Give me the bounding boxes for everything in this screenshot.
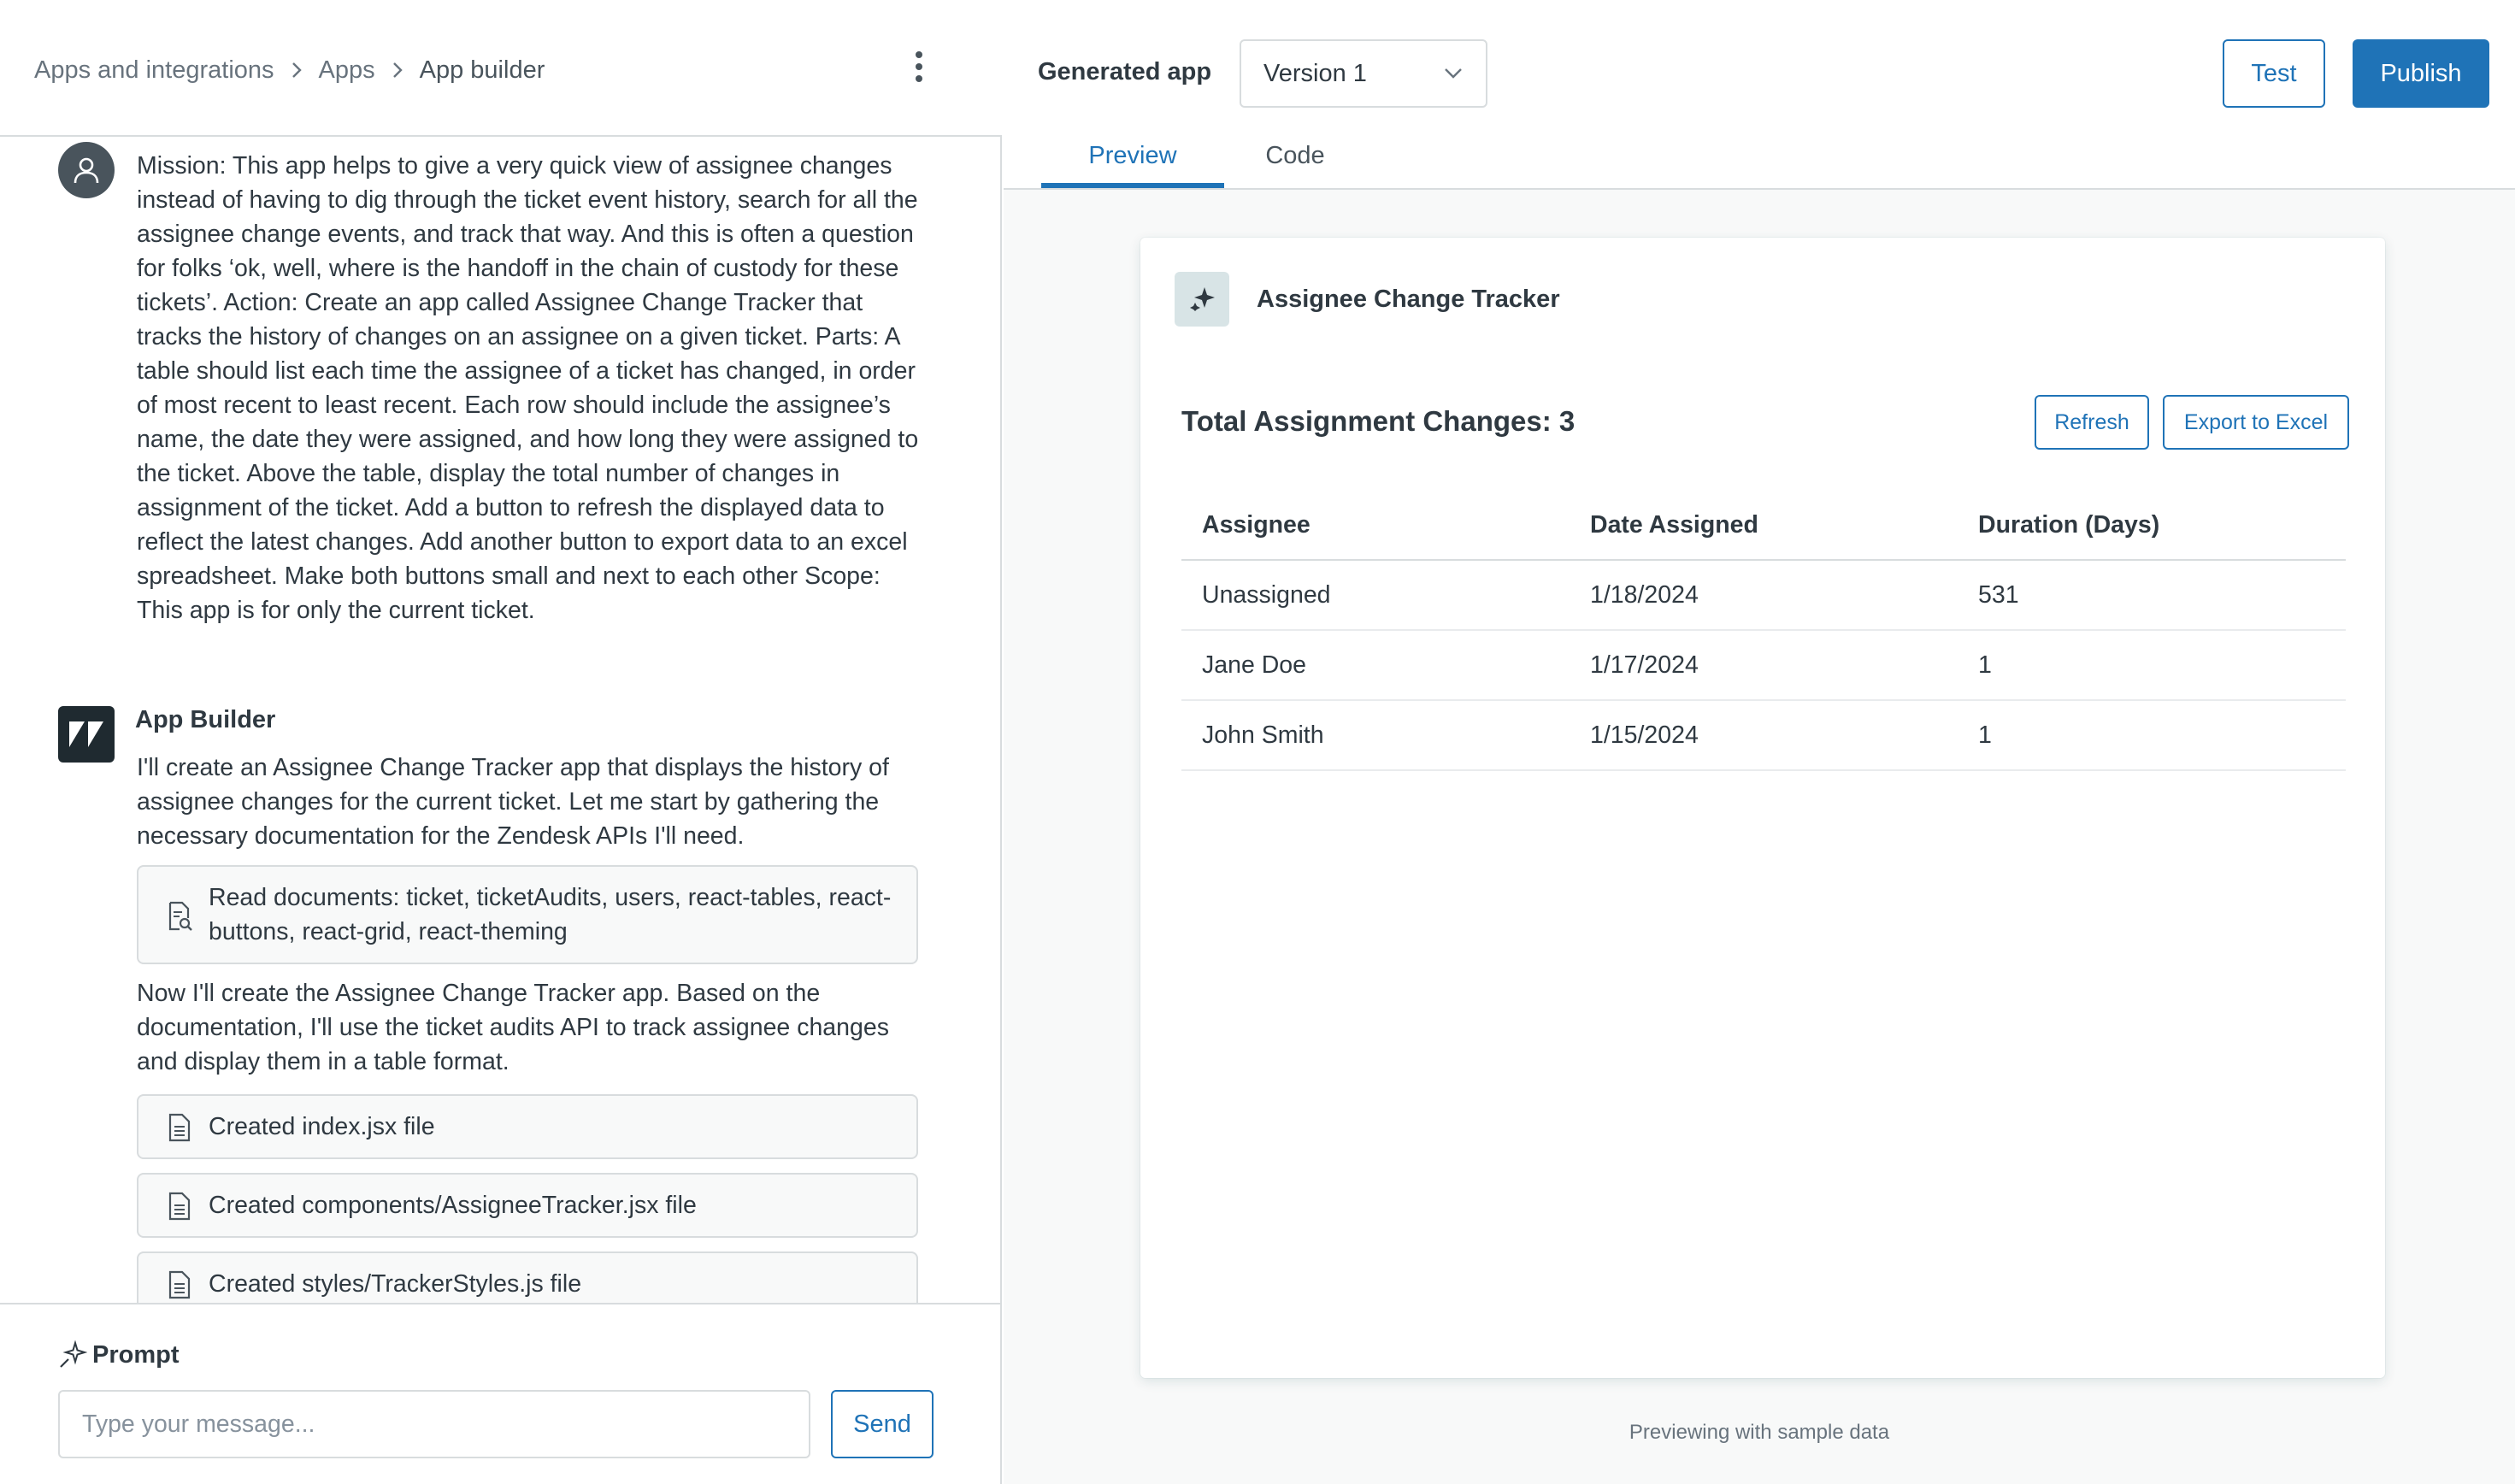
file-card-text: Created components/AssigneeTracker.jsx file [209, 1192, 697, 1219]
breadcrumb-apps[interactable]: Apps [318, 56, 375, 84]
refresh-button[interactable]: Refresh [2035, 395, 2149, 450]
publish-button[interactable]: Publish [2353, 39, 2489, 108]
cell-duration: 1 [1978, 721, 1992, 749]
cell-assignee: Unassigned [1202, 581, 1331, 609]
breadcrumb-apps-and-integrations[interactable]: Apps and integrations [34, 56, 274, 84]
chevron-right-icon [288, 62, 305, 79]
table-row [1181, 701, 2346, 771]
assignee-table [1181, 491, 2346, 771]
chevron-right-icon [389, 62, 406, 79]
app-title: Assignee Change Tracker [1257, 286, 1560, 313]
cell-duration: 531 [1978, 581, 2019, 609]
tab-code[interactable]: Code [1265, 142, 1325, 169]
generated-app-label: Generated app [1038, 58, 1212, 85]
cell-date-assigned: 1/17/2024 [1590, 651, 1699, 679]
test-button[interactable]: Test [2223, 39, 2325, 108]
app-preview-card [1140, 238, 2385, 1378]
chevron-down-icon [1443, 67, 1464, 80]
chat-panel [0, 0, 1002, 1484]
message-input[interactable] [58, 1390, 810, 1458]
file-card [137, 1251, 918, 1303]
export-to-excel-button[interactable]: Export to Excel [2163, 395, 2349, 450]
cell-duration: 1 [1978, 651, 1992, 679]
send-button[interactable]: Send [831, 1390, 934, 1458]
bot-intro-text: I'll create an Assignee Change Tracker app that displays the history of assignee changes for the current ticket. Let me start by gathering the necessary documentation for the Zendesk APIs I'll need. [137, 754, 889, 850]
file-icon [168, 1270, 193, 1299]
breadcrumb [34, 53, 545, 87]
file-card-text: Created styles/TrackerStyles.js file [209, 1270, 582, 1298]
file-card [137, 1094, 918, 1159]
user-message-text: Mission: This app helps to give a very quick view of assignee changes instead of having to dig through the ticket event history, search for all the assignee change events, and track that way. And this is often a question for folks ‘ok, well, where is the handoff in the chain of custody for these tickets’. Action: Create an app called Assignee Change Tracker that tracks the history of changes on an assignee on a given ticket. Parts: A table should list each time the assignee of a ticket has changed, in order of most recent to least recent. Each row should include the assignee’s name, the date they were assigned, and how long they were assigned to the ticket. Above the table, display the total number of changes in assignment of the ticket. Add a button to refresh the displayed data to reflect the latest changes. Add another button to export data to an excel spreadsheet. Make both buttons small and next to each other Scope: This app is for only the current ticket. [137, 152, 919, 624]
document-search-icon [168, 901, 193, 930]
prompt-area [0, 1303, 1000, 1484]
file-icon [168, 1113, 193, 1142]
cell-date-assigned: 1/18/2024 [1590, 581, 1699, 609]
bot-followup-text: Now I'll create the Assignee Change Tracker app. Based on the documentation, I'll use the ticket audits API to track assignee changes and display them in a table format. [137, 980, 889, 1075]
file-icon [168, 1192, 193, 1221]
preview-panel [1004, 0, 2515, 1484]
column-header-duration: Duration (Days) [1978, 511, 2160, 539]
breadcrumb-app-builder: App builder [419, 56, 545, 84]
left-header [0, 0, 1002, 137]
prompt-label [58, 1340, 180, 1369]
bot-name: App Builder [135, 706, 276, 733]
read-docs-text: Read documents: ticket, ticketAudits, users, react-tables, react-buttons, react-grid, react-theming [209, 884, 892, 945]
cell-date-assigned: 1/15/2024 [1590, 721, 1699, 749]
version-select[interactable] [1240, 39, 1487, 108]
prompt-label-text: Prompt [92, 1340, 180, 1369]
tab-preview[interactable]: Preview [1041, 137, 1224, 188]
preview-footnote: Previewing with sample data [1629, 1421, 1890, 1444]
right-header [1004, 0, 2515, 190]
zendesk-logo-icon [58, 706, 115, 763]
sparkle-icon [58, 1340, 87, 1369]
table-header [1181, 491, 2346, 561]
file-card [137, 1173, 918, 1238]
cell-assignee: Jane Doe [1202, 651, 1307, 679]
table-row [1181, 561, 2346, 631]
cell-assignee: John Smith [1202, 721, 1324, 749]
total-changes: Total Assignment Changes: 3 [1181, 405, 1576, 437]
column-header-date-assigned: Date Assigned [1590, 511, 1758, 539]
read-docs-card [137, 865, 918, 964]
chat-history[interactable] [0, 138, 1000, 1303]
user-icon [58, 142, 115, 198]
table-row [1181, 631, 2346, 701]
sparkle-icon [1175, 272, 1229, 327]
version-value: Version 1 [1263, 59, 1367, 87]
column-header-assignee: Assignee [1202, 511, 1311, 539]
file-card-text: Created index.jsx file [209, 1113, 435, 1140]
kebab-menu-icon[interactable] [906, 48, 932, 85]
